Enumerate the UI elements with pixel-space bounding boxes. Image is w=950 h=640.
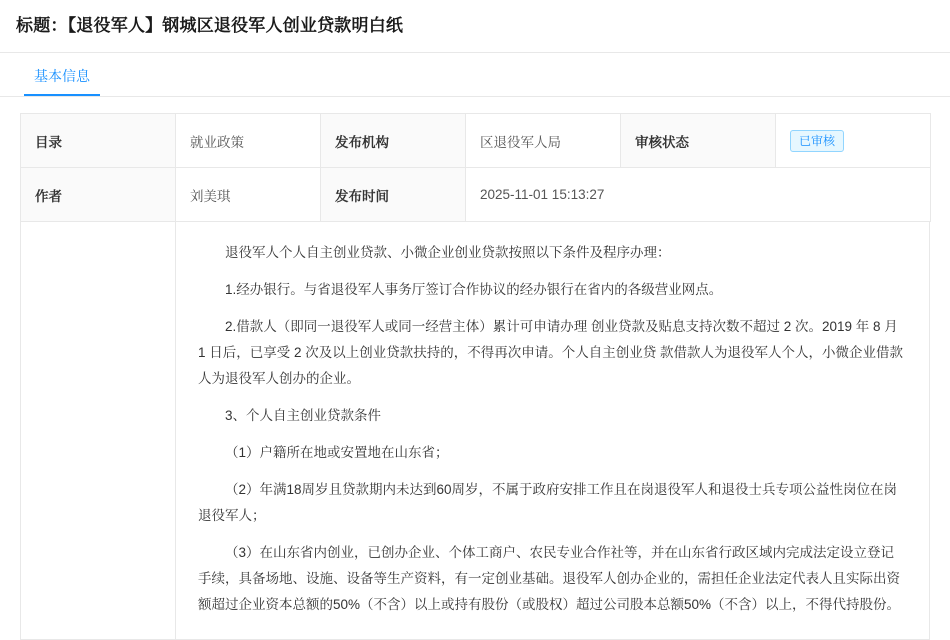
body-paragraph: （1）户籍所在地或安置地在山东省；	[225, 445, 449, 460]
tab-basic-info[interactable]: 基本信息	[24, 67, 100, 96]
title-bar	[0, 0, 950, 53]
table-row	[21, 114, 931, 168]
body-gutter	[21, 222, 176, 639]
label-publisher: 发布机构	[321, 114, 466, 168]
content-area	[0, 97, 950, 640]
label-directory: 目录	[21, 114, 176, 168]
document-body-row	[20, 222, 930, 640]
page-title-prefix: 标题：	[16, 16, 68, 35]
value-publish-time: 2025-11-01 15:13:27	[466, 168, 931, 222]
document-body	[176, 222, 929, 639]
value-directory: 就业政策	[176, 114, 321, 168]
body-paragraph: 1.经办银行。与省退役军人事务厅签订合作协议的经办银行在省内的各级营业网点。	[225, 282, 723, 297]
body-paragraph: 退役军人个人自主创业贷款、小微企业创业贷款按照以下条件及程序办理：	[225, 245, 671, 260]
table-row	[21, 168, 931, 222]
value-author: 刘美琪	[176, 168, 321, 222]
body-paragraph: （3）在山东省内创业，已创办企业、个体工商户、农民专业合作社等，并在山东省行政区域内完成法定设立登记手续，具备场地、设施、设备等生产资料，有一定创业基础。退役军人创办企业的，需担任企业法定代表人且实际出资额超过企业资本总额的50%（不含）以上或持有股份（或股权）超过公司股本总额50%（不含）以上，不得代持股份。	[198, 545, 901, 612]
body-paragraph: 2.借款人（即同一退役军人或同一经营主体）累计可申请办理 创业贷款及贴息支持次数不超过 2 次。2019 年 8 月 1 日后，已享受 2 次及以上创业贷款扶持的，不得再次申请。个人自主创业贷 款借款人为退役军人个人，小微企业借款人为退役军人创办的企业。	[198, 319, 904, 386]
value-publisher: 区退役军人局	[466, 114, 621, 168]
status-badge: 已审核	[790, 130, 844, 152]
label-audit-status: 审核状态	[621, 114, 776, 168]
info-table	[20, 113, 931, 222]
label-publish-time: 发布时间	[321, 168, 466, 222]
page-title: 【退役军人】钢城区退役军人创业贷款明白纸	[67, 16, 404, 35]
body-paragraph: 3、个人自主创业贷款条件	[225, 408, 382, 423]
tab-bar	[0, 53, 950, 97]
label-author: 作者	[21, 168, 176, 222]
body-paragraph: （2）年满18周岁且贷款期内未达到60周岁，不属于政府安排工作且在岗退役军人和退役士兵专项公益性岗位在岗退役军人；	[198, 482, 898, 523]
value-audit-status-cell	[776, 114, 931, 168]
